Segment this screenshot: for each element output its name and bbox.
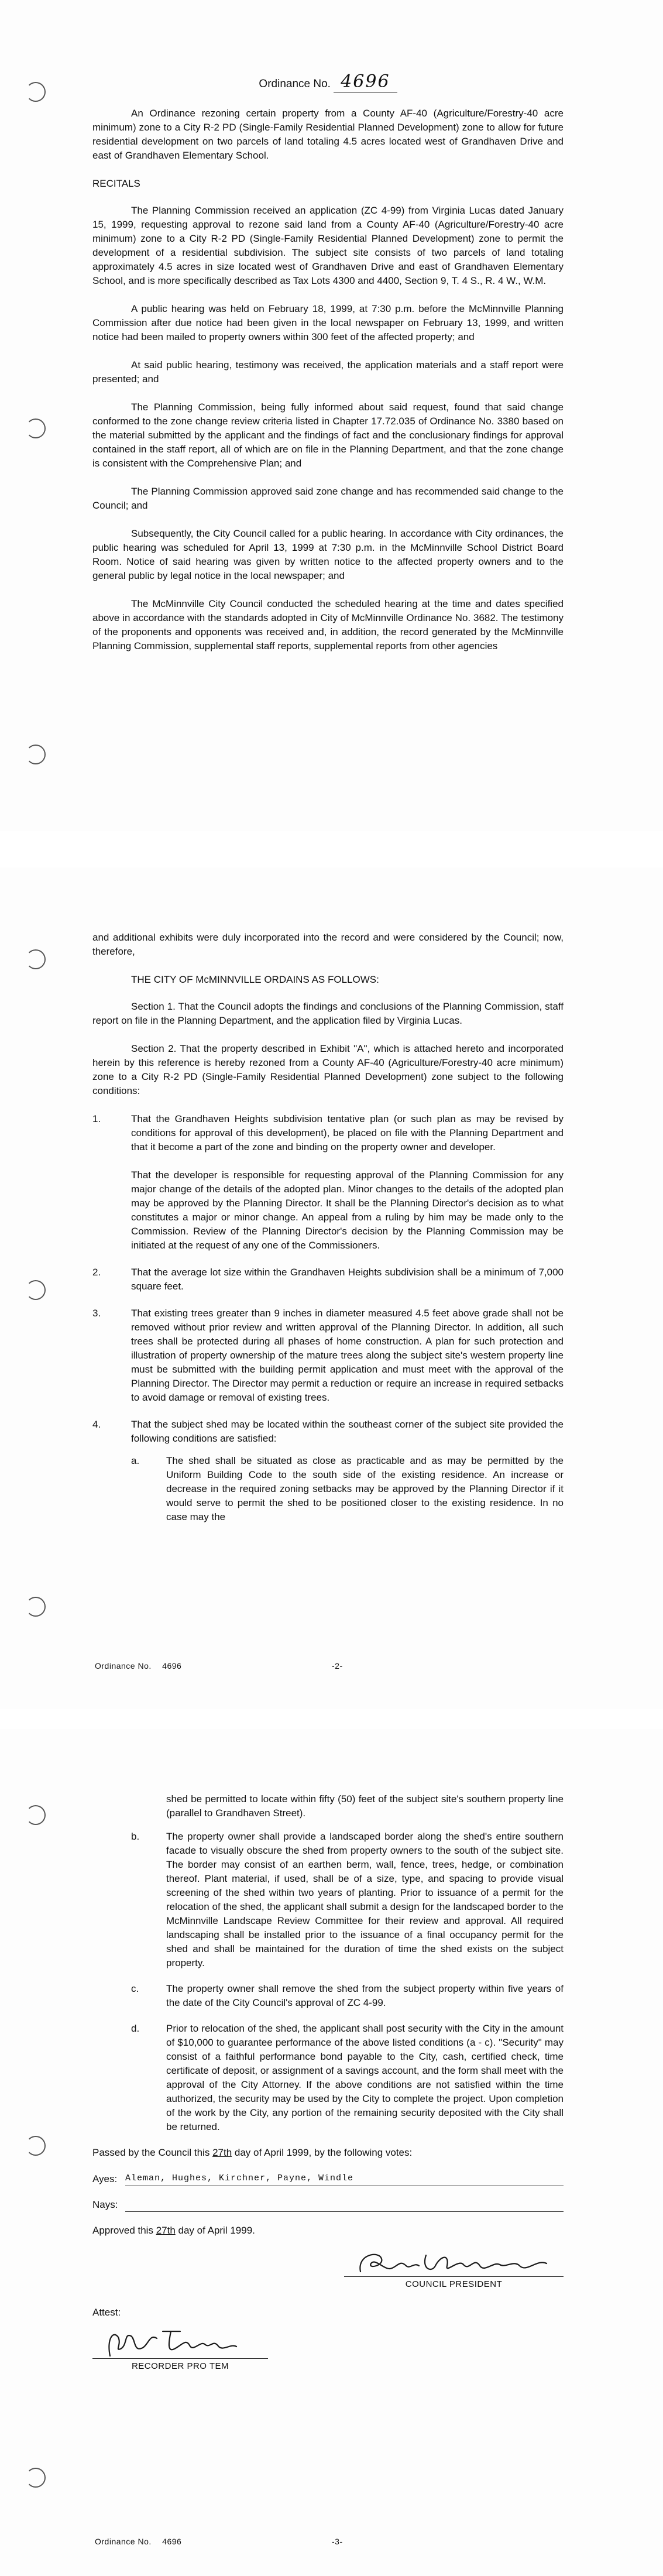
ordinance-number-handwritten: 4696: [334, 71, 397, 92]
page-number: -3-: [332, 2537, 343, 2546]
nays-value: [125, 2198, 564, 2212]
condition-item: [92, 1306, 564, 1405]
page-2-content: [92, 931, 564, 1536]
nays-label: Nays:: [92, 2199, 118, 2210]
recital-paragraph: Subsequently, the City Council called for a public hearing. In accordance with City ordinances, the public hearing was scheduled for April 13, 1999 at 7:30 p.m. in the McMinnville School District Board Room. Notice of said hearing was given by written notice to the affected property owners and to the general public by legal notice in the local newspaper; and: [92, 528, 564, 581]
condition-item: [92, 1418, 564, 1446]
condition-text: That existing trees greater than 9 inches in diameter measured 4.5 feet above grade shall not be removed without prior review and written approval of the Planning Director. In addition, all such trees shall be protected during all phases of home construction. A plan for such protection and illustration of property ownership of the mature trees along the subject site's western property line must be submitted with the building permit application and must meet with the approval of the Planning Director. The Director may permit a reduction or require an increase in required setbacks to avoid damage or removal of existing trees.: [131, 1308, 564, 1403]
condition-text: That the subject shed may be located within the southeast corner of the subject site provided the following conditions are satisfied:: [131, 1419, 564, 1444]
binder-hole-icon: [26, 1805, 46, 1825]
page-3-content: [92, 1792, 564, 2372]
subconditions-continued: [166, 1792, 564, 1820]
condition-number: 2.: [92, 1267, 101, 1278]
subcondition-item: [131, 2022, 564, 2134]
subcondition-letter: a.: [131, 1455, 140, 1466]
recital-paragraph: A public hearing was held on February 18, 1999, at 7:30 p.m. before the McMinnville Planning Commission after due notice had been given in the local newspaper on February 13, 1999, and written notice had been mailed to property owners within 300 feet of the affected property; and: [92, 303, 564, 342]
condition-text: That the average lot size within the Grandhaven Heights subdivision shall be a minimum of 7,000 square feet.: [131, 1267, 564, 1292]
council-president-title: COUNCIL PRESIDENT: [405, 2279, 503, 2289]
signature-line: [92, 2358, 268, 2359]
approved-day: 27th: [156, 2225, 176, 2236]
subcondition-letter: d.: [131, 2023, 140, 2034]
condition-number: 1.: [92, 1113, 101, 1124]
approved-suffix: day of April 1999.: [175, 2225, 255, 2236]
recital-paragraph: The Planning Commission, being fully informed about said request, found that said change conformed to the zone change review criteria listed in Chapter 17.72.035 of Ordinance No. 3380 based on the material submitted by the applicant and the findings of fact and the conclusionary findings for approval contained in the staff report, all of which are on file in the Planning Department, and that the zone change is consistent with the Comprehensive Plan; and: [92, 402, 564, 469]
recitals-heading: RECITALS: [92, 178, 140, 189]
page-3: [0, 1729, 663, 2576]
subcondition-text: The shed shall be situated as close as practicable and as may be permitted by the Uniform Building Code to the south side of the existing residence. An increase or decrease in the required zoning setbacks may be approved by the Planning Director if it would serve to permit the shed to be positioned closer to the existing residence. In no case may the: [166, 1455, 564, 1522]
council-president-signature: [344, 2248, 564, 2279]
page-1-content: [92, 0, 564, 667]
binder-hole-icon: [26, 1597, 46, 1617]
recital-paragraph: The McMinnville City Council conducted the scheduled hearing at the time and dates specified above in accordance with the standards adopted in City of McMinnville Ordinance No. 3682. The testimony of the proponents and opponents was received and, in addition, the record generated by the McMinnville Planning Commission, supplemental staff reports, supplemental reports from other agencies: [92, 598, 564, 651]
ordains-heading: THE CITY OF McMINNVILLE ORDAINS AS FOLLOWS:: [131, 974, 379, 985]
attest-label: Attest:: [92, 2307, 121, 2318]
recorder-signature-block: [92, 2325, 268, 2372]
section-2: Section 2. That the property described in Exhibit "A", which is attached hereto and incorporated herein by this reference is hereby rezoned from a County AF-40 (Agriculture/Forestry-40 acre minimum) zone to a City R-2 PD (Single-Family Residential Planned Development) zone subject to the following conditions:: [92, 1043, 564, 1096]
recital-paragraph: The Planning Commission received an application (ZC 4-99) from Virginia Lucas dated January 15, 1999, requesting approval to rezone said land from a County AF-40 (Agriculture/Forestry-40 acre minimum) zone to a City R-2 PD (Single-Family Residential Planned Development) zone to permit the development of a residential subdivision. The subject site consists of two parcels of land totaling approximately 4.5 acres in size located west of Grandhaven Drive and east of Grandhaven Elementary School, and is more specifically described as Tax Lots 4300 and 4400, Section 9, T. 4 S., R. 4 W., W.M.: [92, 205, 564, 286]
footer-ordinance-label: Ordinance No.: [95, 1661, 152, 1671]
ayes-line: [92, 2172, 564, 2186]
footer-ordinance-number: 4696: [162, 1661, 182, 1671]
binder-hole-icon: [26, 949, 46, 969]
footer-ordinance-number: 4696: [162, 2537, 182, 2546]
condition-number: 3.: [92, 1308, 101, 1319]
subcondition-letter: b.: [131, 1831, 140, 1842]
subcondition-text: The property owner shall remove the shed from the subject property within five years of the date of the City Council's approval of ZC 4-99.: [166, 1983, 564, 2008]
nays-line: [92, 2198, 564, 2212]
council-president-signature-block: [344, 2248, 564, 2289]
condition-text: That the Grandhaven Heights subdivision tentative plan (or such plan as may be revised by conditions for approval of this development), be placed on file with the Planning Department and that it become a part of the zone and binding on the property owner and developer.: [131, 1113, 564, 1152]
subcondition-item: [131, 1982, 564, 2010]
condition-number: 4.: [92, 1419, 101, 1430]
binder-hole-icon: [26, 2468, 46, 2488]
subconditions-list: [131, 1830, 564, 2134]
subcondition-text: Prior to relocation of the shed, the applicant shall post security with the City in the amount of $10,000 to guarantee performance of the above listed conditions (a - c). "Security" may consist of a faithful performance bond payable to the City, cash, certified check, time certificate of deposit, or assignment of a savings account, and the form shall meet with the approval of the City Attorney. If the above conditions are not satisfied within the time authorized, the security may be used by the City to complete the project. Upon completion of the work by the City, any portion of the remaining security deposited with the City shall be returned.: [166, 2023, 564, 2132]
passed-statement: [92, 2146, 564, 2160]
recital-paragraph: The Planning Commission approved said zone change and has recommended said change to the Council; and: [92, 486, 564, 511]
recorder-title: RECORDER PRO TEM: [131, 2361, 229, 2371]
page-1: [0, 0, 663, 831]
ordinance-label: Ordinance No.: [259, 78, 331, 90]
page-2: [0, 867, 663, 1709]
footer-ordinance-label: Ordinance No.: [95, 2537, 152, 2546]
page-3-footer: [95, 2537, 343, 2546]
binder-hole-icon: [26, 745, 46, 764]
binder-hole-icon: [26, 82, 46, 102]
signature-line: [344, 2276, 564, 2277]
subcondition-item: [131, 1454, 564, 1524]
subcondition-text: The property owner shall provide a landscaped border along the shed's entire southern facade to visually obscure the shed from property owners to the south of the subject site. The border may consist of an earthen berm, wall, fence, trees, hedge, or combination thereof. Plant material, if used, shall be of a size, type, and spacing to provide visual screening of the shed within two years of planting. Prior to issuance of a permit for the relocation of the shed, the applicant shall submit a design for the landscaped border to the McMinnville Landscape Review Committee for their review and approval. All required landscaping shall be installed prior to the issuance of a final occupancy permit for the shed and shall be maintained for the duration of time the shed exists on the subject property.: [166, 1831, 564, 1968]
binder-hole-icon: [26, 1280, 46, 1300]
binder-hole-icon: [26, 2136, 46, 2156]
continuation-text: and additional exhibits were duly incorporated into the record and were considered by the Council; now, therefore,: [92, 932, 564, 957]
passed-day: 27th: [212, 2147, 232, 2158]
subcondition-continuation: shed be permitted to locate within fifty (50) feet of the subject site's southern property line (parallel to Grandhaven Street).: [166, 1793, 564, 1819]
ordinance-title: [92, 71, 564, 92]
condition-text: That the developer is responsible for requesting approval of the Planning Commission for any major change of the details of the adopted plan. Minor changes to the details of the adopted plan may be approved by the Planning Director. It shall be the Planning Director's decision as to what constitutes a major or minor change. An appeal from a ruling by him may be made only to the Commission. Review of the Planning Director's decision by the Planning Commission may be initiated at the request of any one of the Commissioners.: [131, 1169, 564, 1251]
approved-statement: [92, 2224, 564, 2238]
recital-paragraph: At said public hearing, testimony was received, the application materials and a staff report were presented; and: [92, 359, 564, 385]
subcondition-letter: c.: [131, 1983, 139, 1994]
page-2-footer: [95, 1661, 343, 1671]
passed-suffix: day of April 1999, by the following votes:: [232, 2147, 413, 2158]
section-1: Section 1. That the Council adopts the findings and conclusions of the Planning Commission, staff report on file in the Planning Department, and the application filed by Virginia Lucas.: [92, 1001, 564, 1026]
binder-hole-icon: [26, 419, 46, 438]
ayes-value: Aleman, Hughes, Kirchner, Payne, Windle: [125, 2172, 564, 2186]
approved-prefix: Approved this: [92, 2225, 156, 2236]
conditions-list: [92, 1112, 564, 1524]
condition-item: [92, 1265, 564, 1294]
page-number: -2-: [332, 1661, 343, 1671]
subcondition-item: [131, 1830, 564, 1970]
recorder-signature: [92, 2325, 268, 2362]
ayes-label: Ayes:: [92, 2173, 118, 2184]
passed-prefix: Passed by the Council this: [92, 2147, 213, 2158]
ordinance-intro: An Ordinance rezoning certain property from a County AF-40 (Agriculture/Forestry-40 acre minimum) zone to a City R-2 PD (Single-Family Residential Planned Development) zone to allow for future residential development on two parcels of land totaling 4.5 acres located west of Grandhaven Drive and east of Grandhaven Elementary School.: [92, 108, 564, 161]
condition-item: [92, 1112, 564, 1253]
